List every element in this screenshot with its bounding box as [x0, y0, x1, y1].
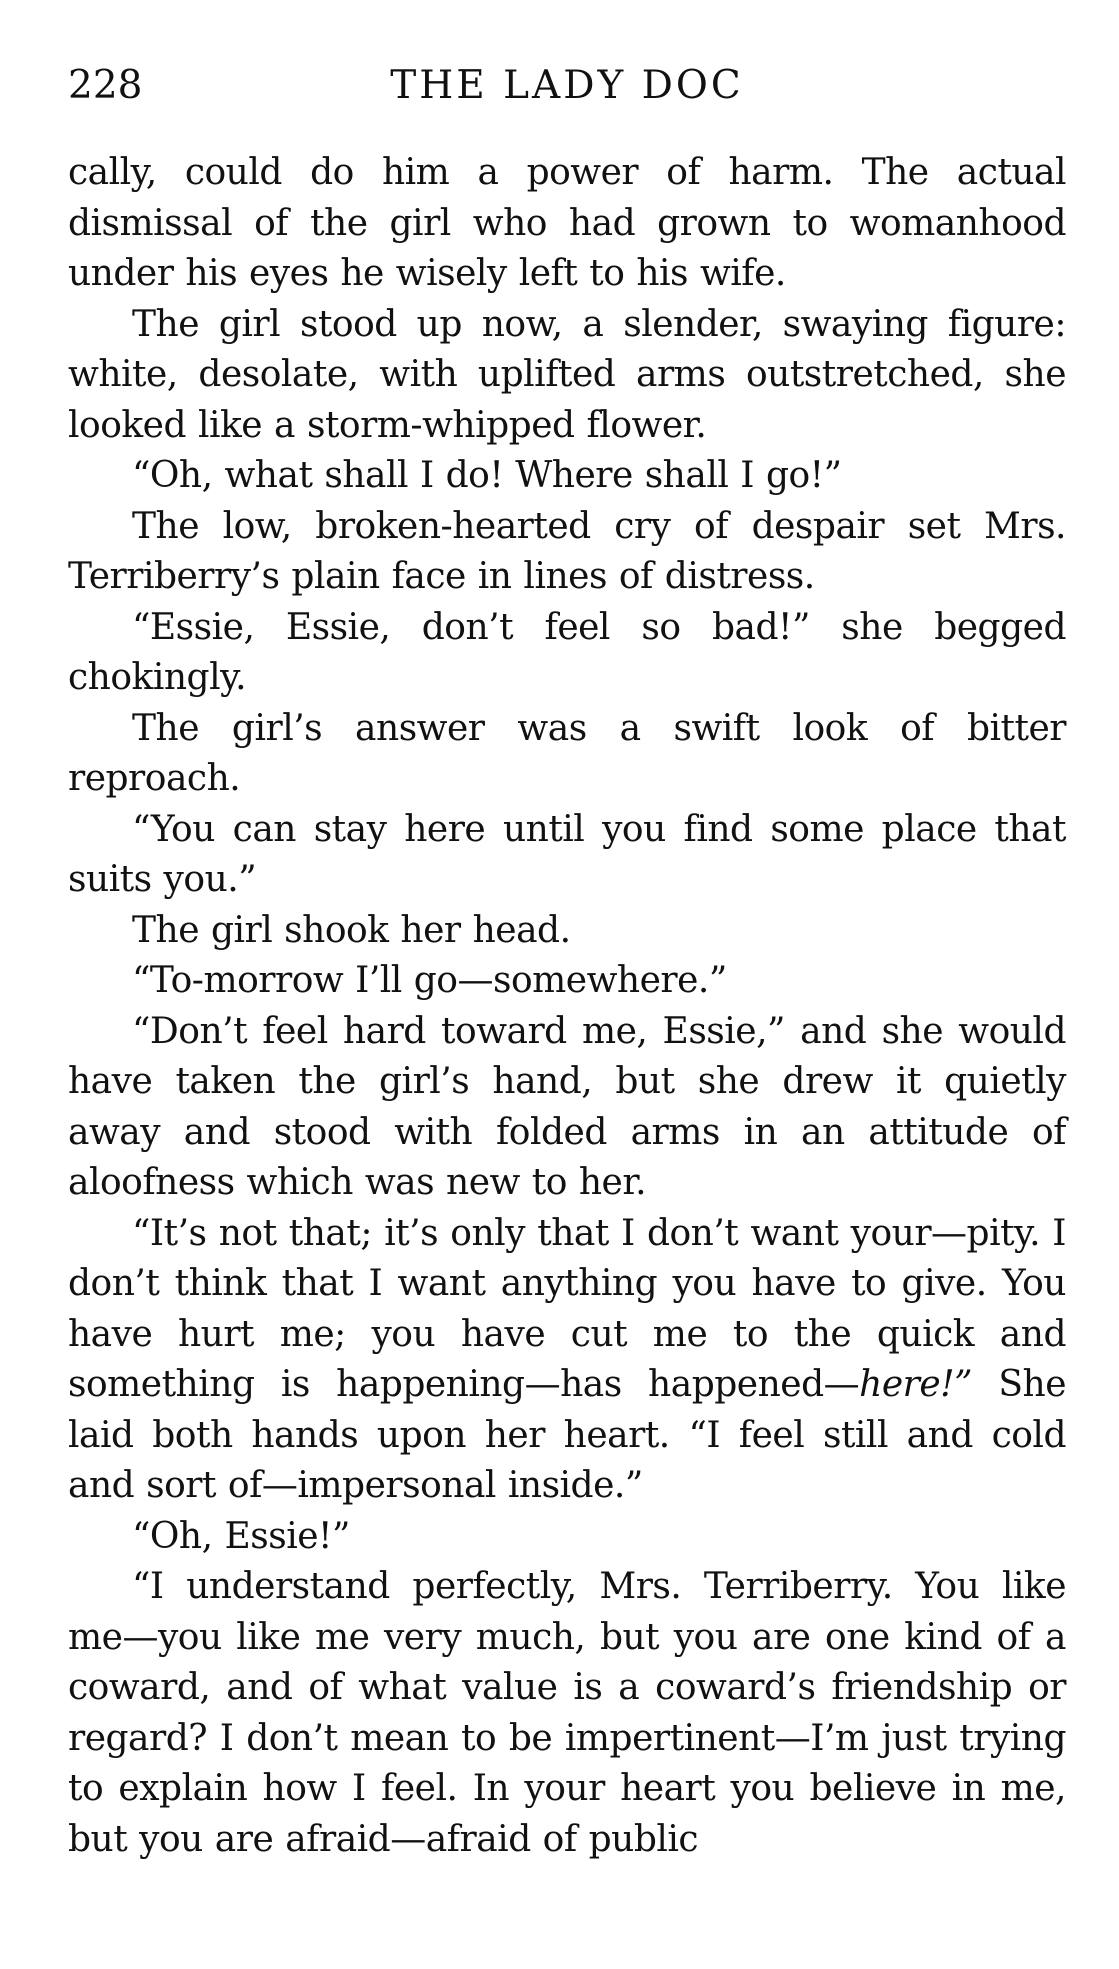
- paragraph: cally, could do him a power of harm. The actual dismissal of the girl who had grown to womanhood under his eyes he wisely left to his wife.: [68, 152, 1066, 294]
- paragraph: “You can stay here until you find some place that suits you.”: [68, 808, 1066, 900]
- paragraph: “Oh, Essie!”: [132, 1515, 350, 1557]
- italic-text: here!”: [859, 1364, 973, 1405]
- paragraph: The girl’s answer was a swift look of bitter reproach.: [68, 707, 1066, 799]
- paragraph: “To-morrow I’ll go—somewhere.”: [132, 960, 727, 1001]
- paragraph: “I understand perfectly, Mrs. Terriberry. You like me—you like me very much, but you are one kind of a coward, and of what value is a coward’s friendship or regard? I don’t mean to be impertinent—I’m just trying to explain how I feel. In your heart you believe in me, but you are afraid—afraid of public: [68, 1566, 1066, 1860]
- page-header: [68, 56, 1066, 116]
- paragraph-segment: “It’s not that; it’s only that I don’t want your—pity. I don’t think that I want anything you have to give. You have hurt me; you have cut me to the quick and something is happening—has happened—: [68, 1212, 1066, 1405]
- paragraph: “Essie, Essie, don’t feel so bad!” she begged chokingly.: [68, 606, 1066, 698]
- book-page: [68, 56, 1066, 1865]
- running-title: THE LADY DOC: [390, 63, 744, 108]
- paragraph: [68, 1209, 1066, 1512]
- paragraph: The girl stood up now, a slender, swaying figure: white, desolate, with uplifted arms outstretched, she looked like a storm-whipped flower.: [68, 303, 1066, 446]
- paragraph: “Oh, what shall I do! Where shall I go!”: [132, 455, 842, 496]
- paragraph: “Don’t feel hard toward me, Essie,” and she would have taken the girl’s hand, but she drew it quietly away and stood with folded arms in an attitude of aloofness which was new to her.: [68, 1010, 1066, 1203]
- body-text: [68, 148, 1066, 1865]
- paragraph-segment: She laid both hands upon her heart. “I feel still and cold and sort of—impersonal inside.”: [68, 1364, 1066, 1506]
- paragraph: The low, broken-hearted cry of despair set Mrs. Terriberry’s plain face in lines of distress.: [68, 505, 1066, 597]
- paragraph: The girl shook her head.: [132, 909, 571, 951]
- page-number: 228: [68, 63, 143, 108]
